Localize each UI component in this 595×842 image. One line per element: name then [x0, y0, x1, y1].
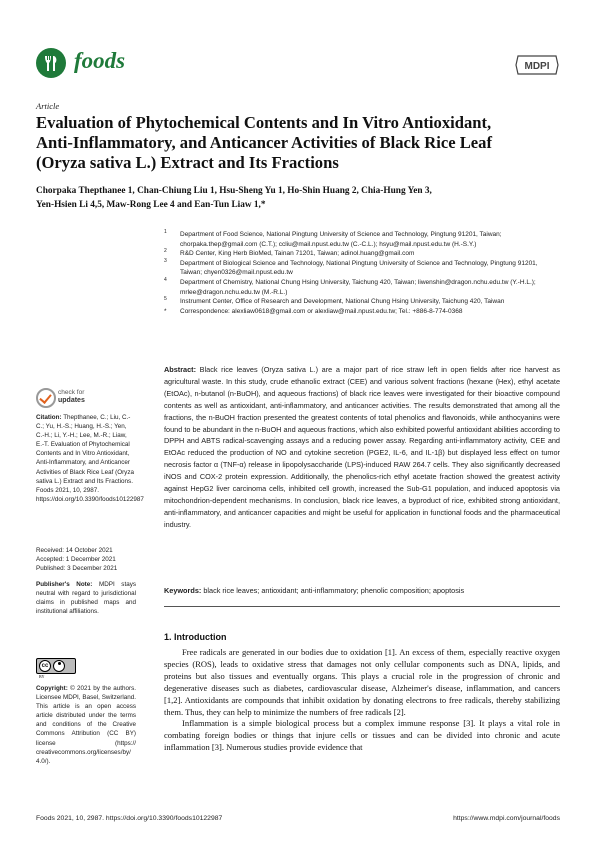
affiliation: 3 Department of Biological Science and Technology, National Pingtung University of Science and Technology, Pingtung 91201, Taiwan; chyen0326@mail.npust.edu.tw — [164, 257, 538, 277]
publisher-name: MDPI — [524, 61, 550, 72]
journal-logo-icon — [36, 48, 66, 78]
keywords-label: Keywords: — [164, 586, 202, 595]
cc-icon: cc — [39, 660, 51, 672]
keywords-text: black rice leaves; antioxidant; anti-inflammatory; phenolic composition; apoptosis — [203, 586, 465, 595]
affiliation: 4 Department of Chemistry, National Chung Hsing University, Taichung 420, Taiwan; liwenshin@dragon.nchu.edu.tw (Y.-H.L.); mrlee@dragon.nchu.edu.tw (M.-R.L.) — [164, 276, 536, 296]
affiliation: 1 Department of Food Science, National Pingtung University of Science and Technology, Pingtung 91201, Taiwan; chorpaka.thep@gmail.com (C.T.); ccliu@mail.npust.edu.tw (C.-C.L.); hsyu@mail.npust.edu.tw (H.-S.Y.) — [164, 229, 502, 248]
citation-block — [36, 413, 144, 504]
section-divider — [164, 606, 560, 607]
abstract-text: Black rice leaves (Oryza sativa L.) are a major part of rice straw left in open fields after rice harvest as agricultural waste. In this study, crude ethanolic extract (CEE) and various solvent fractions (hexane (Hex), ethyl acetate (EtOAc), n-butanol (n-BuOH), and aqueous fractions) of black rice leaves were investigated for their bioactive compound contents as well as antioxidant, anti-inflammatory, and anticancer activities. The results demonstrated that among all the fractions, the n-BuOH fraction presented the greatest contents of total phenolics and flavonoids, while anthocyanins were found to be abundant in the n-BuOH and aqueous fractions, which also exhibited powerful antioxidant abilities according to DPPH and ABTS radical-scavenging assays and a reducing power assay. Regarding anti-inflammatory activity, CEE and EtOAc reduced the production of NO and cytokine secretion (PGE2, IL-6, and IL-1β) but displayed less effect on tumor necrosis factor α (TNF-α) release in lipopolysaccharide (LPS)-induced RAW 264.7 cells. They also significantly decreased iNOS and COX-2 protein expression. Additionally, the phenolics-rich ethyl acetate fraction showed the greatest activity against HepG2 liver carcinoma cells, inhibited cell growth, increased the Sub-G1 population, and induced apoptosis via mitochondrion-dependent mechanisms. In conclusion, black rice leaves, a byproduct of rice, exhibited strong antioxidant, anti-inflammatory, and anticancer capacities and might be useful for application in functional foods and the pharmaceutical industry. — [164, 365, 560, 529]
mdpi-logo-icon — [514, 54, 560, 76]
published-date: Published: 3 December 2021 — [36, 565, 118, 573]
cc-by-license-icon[interactable] — [36, 658, 76, 679]
check-for-updates-button[interactable]: check for updates — [36, 388, 96, 412]
citation-text: Thepthanee, C.; Liu, C.-C.; Yu, H.-S.; Huang, H.-S.; Yen, C.-H.; Li, Y.-H.; Lee, M.-R.; Liaw, E.-T. Evaluation of Phytochemical Contents and In Vitro Antioxidant, Anti-Inflammatory, and Anticancer Activities of Black Rice Leaf (Oryza sativa L.) Extract and Its Fractions. Foods 2021, 10, 2987. https://doi.org/10.3390/foods10122987 — [36, 414, 144, 503]
copyright-label: Copyright: — [36, 685, 68, 692]
copyright-block — [36, 684, 136, 766]
body-text — [164, 647, 560, 754]
cc-label: BY — [39, 674, 45, 679]
publisher-note-text: MDPI stays neutral with regard to jurisdictional claims in published maps and institutional affiliations. — [36, 581, 136, 616]
keywords — [164, 585, 560, 596]
attribution-icon — [53, 660, 65, 672]
journal-url-link[interactable]: https://www.mdpi.com/journal/foods — [453, 815, 560, 822]
title-line: Evaluation of Phytochemical Contents and In Vitro Antioxidant, — [36, 113, 492, 132]
check-updates-icon — [36, 388, 56, 408]
paragraph: Inflammation is a simple biological process but a complex immune response [3]. It plays a vital role in combating foreign bodies or things that injure cells or tissues and can be divided into chronic and acute inflammation [3]. Numerous studies provide evidence that — [164, 718, 560, 753]
publication-dates — [36, 546, 136, 573]
abstract-label: Abstract: — [164, 365, 197, 374]
journal-header — [36, 46, 560, 80]
article-type: Article — [36, 101, 60, 111]
article-title — [36, 113, 566, 173]
accepted-date: Accepted: 1 December 2021 — [36, 556, 116, 564]
correspondence: * Correspondence: alexliaw0618@gmail.com or alexliaw@mail.npust.edu.tw; Tel.: +886-8-774-0368 — [164, 307, 463, 315]
publisher-note-label: Publisher's Note: — [36, 581, 93, 588]
journal-name: foods — [74, 48, 126, 73]
affiliation: 2 R&D Center, King Herb BioMed, Tainan 71201, Taiwan; adinol.huang@gmail.com — [164, 248, 415, 258]
author-list — [36, 184, 556, 212]
publisher-note — [36, 580, 136, 616]
affiliation: 5 Instrument Center, Office of Research and Development, National Chung Hsing University, Taichung 420, Taiwan — [164, 296, 505, 306]
affiliations — [164, 230, 560, 316]
received-date: Received: 14 October 2021 — [36, 547, 113, 554]
abstract — [164, 364, 560, 531]
copyright-text: © 2021 by the authors. Licensee MDPI, Basel, Switzerland. This article is an open access article distributed under the terms and conditions of the Creative Commons Attribution (CC BY) license (https:// creativecommons.org/licenses/by/ 4.0/). — [36, 685, 137, 765]
title-line: (Oryza sativa L.) Extract and Its Fractions — [36, 153, 339, 172]
paragraph: Free radicals are generated in our bodies due to oxidation [1]. An excess of them, especially reactive oxygen species (ROS), leads to oxidative stress that damages not only cellular components such as DNA, lipids, and proteins but also tissues and eventually organs. This plays a crucial role in the progression of chronic and degenerative diseases such as diabetes, cardiovascular disease, Alzheimer's disease, inflammation, and cancers [1,2]. Antioxidants are compounds that inhibit oxidation by donating electrons to free radicals, thereby stabilizing them. Thus, they can help to minimize the numbers of free radicals [2]. — [164, 647, 560, 717]
footer-citation: Foods 2021, 10, 2987. https://doi.org/10.3390/foods10122987 — [36, 815, 223, 822]
authors-line: Yen-Hsien Li 4,5, Maw-Rong Lee 4 and Ean-Tun Liaw 1,* — [36, 200, 266, 210]
title-line: Anti-Inflammatory, and Anticancer Activities of Black Rice Leaf — [36, 133, 492, 152]
page-footer — [36, 815, 560, 822]
section-heading: 1. Introduction — [164, 632, 227, 642]
authors-line: Chorpaka Thepthanee 1, Chan-Chiung Liu 1, Hsu-Sheng Yu 1, Ho-Shin Huang 2, Chia-Hung Yen 3, — [36, 186, 432, 196]
citation-label: Citation: — [36, 414, 62, 421]
